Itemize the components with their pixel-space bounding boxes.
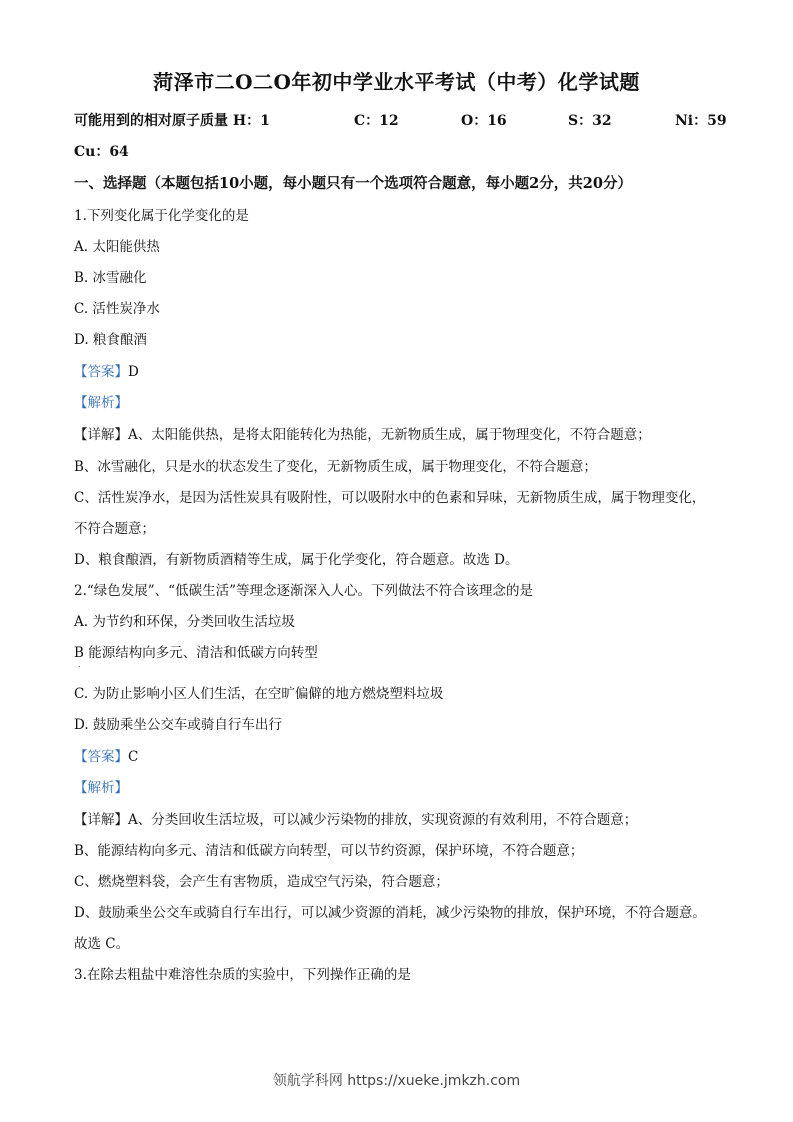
detail-text: A、分类回收生活垃圾，可以减少污染物的排放，实现资源的有效利用，不符合题意； — [128, 812, 638, 828]
atomic-mass-o: O：16 — [461, 113, 507, 129]
q1-option-d: D. 粮食酿酒 — [74, 332, 147, 348]
atomic-mass-cu: Cu：64 — [74, 144, 129, 160]
q1-detail-5: D、粮食酿酒，有新物质酒精等生成，属于化学变化，符合题意。故选 D。 — [74, 552, 519, 568]
atomic-mass-ni: Ni：59 — [675, 113, 727, 129]
q2-option-a: A. 为节约和环保，分类回收生活垃圾 — [74, 614, 295, 630]
q2-detail-5: 故选 C。 — [74, 936, 130, 952]
page-title: 菏泽市二O二O年初中学业水平考试（中考）化学试题 — [153, 70, 640, 94]
q2-detail-3: C、燃烧塑料袋，会产生有害物质，造成空气污染，符合题意； — [74, 874, 449, 890]
answer-tag: 【答案】 — [74, 364, 128, 380]
q1-detail-4: 不符合题意； — [74, 521, 155, 537]
q2-option-b: B 能源结构向多元、清洁和低碳方向转型 — [74, 645, 318, 661]
q1-analysis-tag: 【解析】 — [74, 395, 128, 411]
answer-tag: 【答案】 — [74, 749, 128, 765]
q1-stem: 1.下列变化属于化学变化的是 — [74, 208, 249, 224]
answer-value: C — [128, 749, 139, 765]
stray-dot: . — [78, 660, 81, 669]
q2-option-d: D. 鼓励乘坐公交车或骑自行车出行 — [74, 717, 282, 733]
section-heading: 一、选择题（本题包括10小题，每小题只有一个选项符合题意，每小题2分，共20分） — [74, 175, 632, 192]
atomic-mass-s: S：32 — [568, 113, 612, 129]
q2-detail-2: B、能源结构向多元、清洁和低碳方向转型，可以节约资源，保护环境，不符合题意； — [74, 843, 584, 859]
q1-option-a: A. 太阳能供热 — [74, 239, 160, 255]
q3-stem: 3.在除去粗盐中难溶性杂质的实验中，下列操作正确的是 — [74, 967, 411, 983]
answer-value: D — [128, 364, 139, 380]
detail-text: A、太阳能供热，是将太阳能转化为热能，无新物质生成，属于物理变化，不符合题意； — [128, 427, 651, 443]
detail-tag: 【详解】 — [74, 427, 128, 443]
atomic-mass-c: C：12 — [354, 113, 399, 129]
q1-answer — [74, 360, 139, 380]
atomic-mass-row — [74, 110, 727, 130]
q2-detail-1 — [74, 808, 637, 828]
q2-answer — [74, 745, 138, 765]
footer-watermark: 领航学科网 https://xueke.jmkzh.com — [272, 1073, 521, 1089]
q1-detail-1 — [74, 423, 651, 443]
q2-stem: 2.“绿色发展”、“低碳生活”等理念逐渐深入人心。下列做法不符合该理念的是 — [74, 583, 533, 599]
q1-option-b: B. 冰雪融化 — [74, 270, 147, 286]
q1-detail-3: C、活性炭净水，是因为活性炭具有吸附性，可以吸附水中的色素和异味，无新物质生成，属于物理变化， — [74, 490, 706, 506]
q1-option-c: C. 活性炭净水 — [74, 301, 160, 317]
q2-option-c: C. 为防止影响小区人们生活，在空旷偏僻的地方燃烧塑料垃圾 — [74, 686, 444, 702]
q2-analysis-tag: 【解析】 — [74, 780, 128, 796]
atomic-mass-label: 可能用到的相对原子质量 H：1 — [74, 113, 270, 129]
q2-detail-4: D、鼓励乘坐公交车或骑自行车出行，可以减少资源的消耗，减少污染物的排放，保护环境，不符合题意。 — [74, 905, 706, 921]
q1-detail-2: B、冰雪融化，只是水的状态发生了变化，无新物质生成，属于物理变化，不符合题意； — [74, 459, 597, 475]
detail-tag: 【详解】 — [74, 812, 128, 828]
